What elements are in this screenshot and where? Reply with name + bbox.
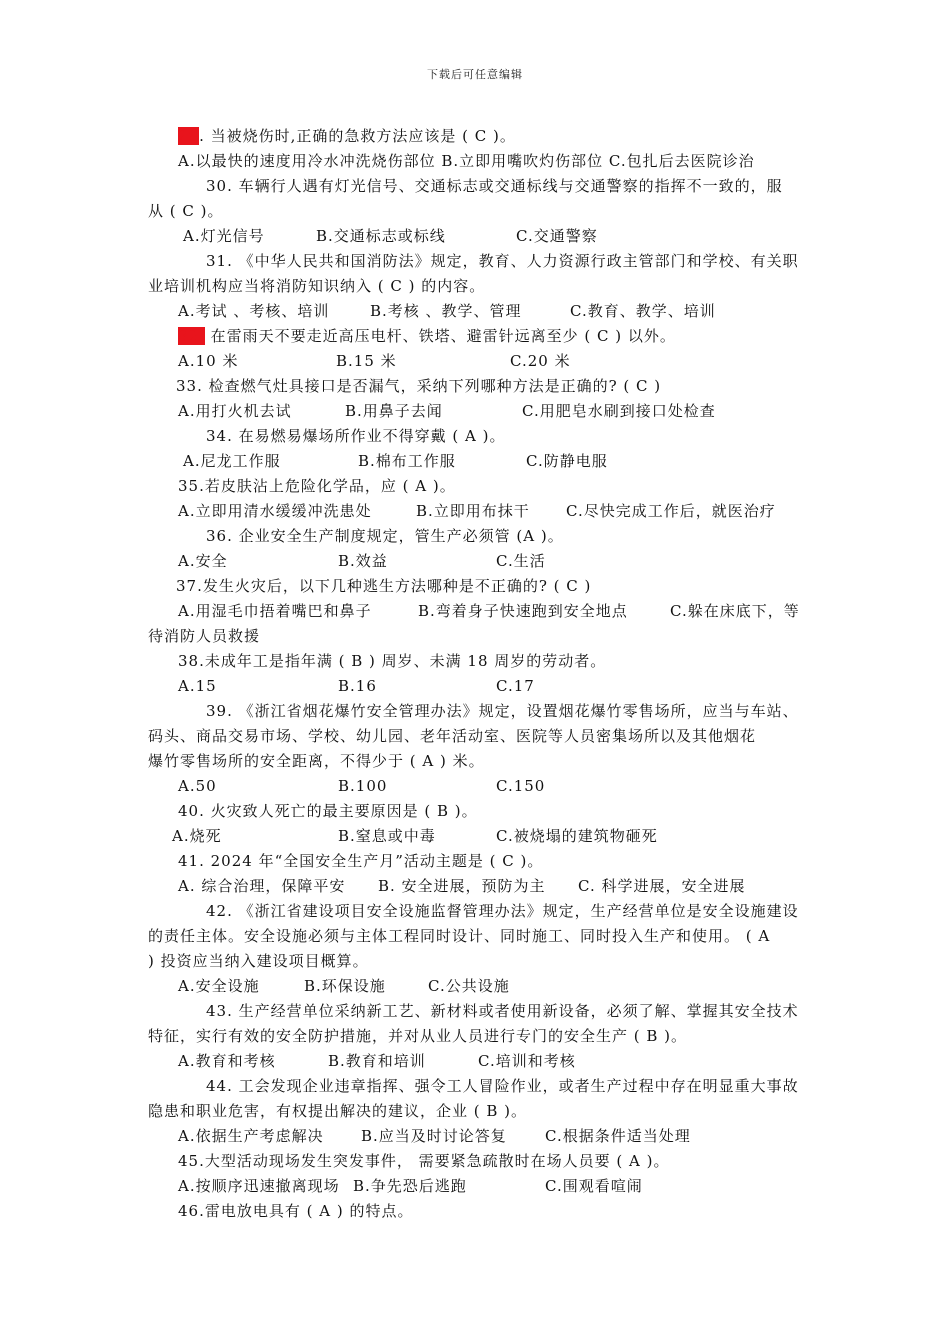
answer-option: C.尽快完成工作后，就医治疗: [566, 502, 776, 520]
question-line: 42. 《浙江省建设项目安全设施监督管理办法》规定，生产经营单位是安全设施建设: [206, 902, 799, 920]
question-line: 36. 企业安全生产制度规定，管生产必须管 (A )。: [206, 527, 564, 545]
question-line: [178, 326, 676, 346]
question-line: 码头、商品交易市场、学校、幼儿园、老年活动室、医院等人员密集场所以及其他烟花: [148, 727, 757, 745]
answer-option: A.教育和考核: [178, 1052, 276, 1070]
answer-option: C.教育、教学、培训: [570, 302, 716, 320]
question-line: 34. 在易燃易爆场所作业不得穿戴 ( A )。: [206, 427, 506, 445]
question-line: 30. 车辆行人遇有灯光信号、交通标志或交通标线与交通警察的指挥不一致的，服: [206, 177, 783, 195]
answer-options: [178, 401, 828, 421]
answer-option: C.公共设施: [428, 977, 510, 995]
answer-option: B.16: [338, 677, 377, 695]
question-line: 39. 《浙江省烟花爆竹安全管理办法》规定，设置烟花爆竹零售场所，应当与车站、: [206, 702, 799, 720]
question-line: 待消防人员救援: [148, 627, 261, 645]
question-text: . 当被烧伤时,正确的急救方法应该是 ( C )。: [199, 127, 516, 145]
answer-option: C.围观看喧闹: [545, 1177, 643, 1195]
answer-option: B.窒息或中毒: [338, 827, 436, 845]
answer-option: A.灯光信号: [183, 227, 265, 245]
answer-option: B.棉布工作服: [358, 452, 456, 470]
answer-options: [178, 501, 828, 521]
answer-option: C.生活: [496, 552, 546, 570]
question-line: 33. 检查燃气灶具接口是否漏气，采纳下列哪种方法是正确的? ( C ): [176, 377, 662, 395]
answer-options: [178, 351, 828, 371]
question-line: 特征，实行有效的安全防护措施，并对从业人员进行专门的安全生产 ( B )。: [148, 1027, 688, 1045]
answer-option: B.15 米: [336, 352, 397, 370]
answer-option: B.用鼻子去闻: [345, 402, 443, 420]
answer-option: A.依据生产考虑解决: [178, 1127, 324, 1145]
answer-option: A.15: [178, 677, 217, 695]
question-line: 43. 生产经营单位采纳新工艺、新材料或者使用新设备，必须了解、掌握其安全技术: [206, 1002, 799, 1020]
answer-option: A.立即用清水缓缓冲洗患处: [178, 502, 372, 520]
answer-option: B.环保设施: [304, 977, 386, 995]
answer-options: [183, 226, 833, 246]
answer-option: C.用肥皂水刷到接口处检查: [522, 402, 716, 420]
answer-option: B.弯着身子快速跑到安全地点: [418, 602, 628, 620]
answer-options: [178, 551, 828, 571]
question-line: 业培训机构应当将消防知识纳入 ( C ) 的内容。: [148, 277, 486, 295]
answer-option: A.安全设施: [178, 977, 260, 995]
answer-options: [178, 876, 828, 896]
answer-options: [178, 976, 828, 996]
answer-option: B.100: [338, 777, 388, 795]
answer-option: A.50: [178, 777, 217, 795]
answer-option: A.用打火机去试: [178, 402, 292, 420]
question-line: 31. 《中华人民共和国消防法》规定，教育、人力资源行政主管部门和学校、有关职: [206, 252, 799, 270]
page-header: 下载后可任意编辑: [427, 68, 523, 81]
question-line: 的责任主体。安全设施必须与主体工程同时设计、同时施工、同时投入生产和使用。 ( A: [148, 927, 771, 945]
answer-option: B.交通标志或标线: [316, 227, 446, 245]
answer-options: [178, 776, 828, 796]
answer-option: B.应当及时讨论答复: [361, 1127, 507, 1145]
answer-option: C.交通警察: [516, 227, 598, 245]
question-line: 44. 工会发现企业违章指挥、强令工人冒险作业，或者生产过程中存在明显重大事故: [206, 1077, 799, 1095]
answer-option: B.立即用布抹干: [416, 502, 530, 520]
answer-option: A.考试 、考核、培训: [178, 302, 330, 320]
question-line: 38.未成年工是指年满 ( B ) 周岁、未满 18 周岁的劳动者。: [178, 652, 607, 670]
question-line: A.以最快的速度用冷水冲洗烧伤部位 B.立即用嘴吹灼伤部位 C.包扎后去医院诊治: [178, 152, 755, 170]
answer-option: C.20 米: [510, 352, 571, 370]
question-line: 41. 2024 年“全国安全生产月”活动主题是 ( C )。: [178, 852, 544, 870]
answer-options: [178, 1176, 828, 1196]
answer-option: B. 安全进展，预防为主: [378, 877, 546, 895]
question-line: 40. 火灾致人死亡的最主要原因是 ( B )。: [178, 802, 478, 820]
answer-options: [178, 1126, 828, 1146]
answer-options: [178, 601, 828, 621]
answer-options: [178, 676, 828, 696]
answer-option: B.教育和培训: [328, 1052, 426, 1070]
answer-option: B.争先恐后逃跑: [353, 1177, 467, 1195]
question-line: 爆竹零售场所的安全距离，不得少于 ( A ) 米。: [148, 752, 485, 770]
answer-option: C.躲在床底下，等: [670, 602, 800, 620]
answer-option: A.烧死: [172, 827, 222, 845]
question-line: [178, 126, 516, 146]
question-line: ) 投资应当纳入建设项目概算。: [148, 952, 369, 970]
answer-options: [178, 1051, 828, 1071]
answer-option: C.被烧塌的建筑物砸死: [496, 827, 658, 845]
question-line: 37.发生火灾后，以下几种逃生方法哪种是不正确的? ( C ): [176, 577, 592, 595]
question-number-highlight: 32.: [178, 327, 205, 345]
answer-option: C.培训和考核: [478, 1052, 576, 1070]
question-line: 35.若皮肤沾上危险化学品，应 ( A )。: [178, 477, 456, 495]
answer-option: B.效益: [338, 552, 388, 570]
question-line: 从 ( C )。: [148, 202, 224, 220]
answer-option: A.尼龙工作服: [183, 452, 281, 470]
answer-option: C.根据条件适当处理: [545, 1127, 691, 1145]
answer-option: C.150: [496, 777, 546, 795]
question-line: 隐患和职业危害，有权提出解决的建议，企业 ( B )。: [148, 1102, 528, 1120]
question-number-highlight: 29: [178, 127, 200, 145]
answer-option: A.用湿毛巾捂着嘴巴和鼻子: [178, 602, 372, 620]
answer-option: C.17: [496, 677, 535, 695]
answer-options: [178, 301, 828, 321]
question-line: 46.雷电放电具有 ( A ) 的特点。: [178, 1202, 414, 1220]
question-line: 45.大型活动现场发生突发事件， 需要紧急疏散时在场人员要 ( A )。: [178, 1152, 670, 1170]
answer-option: A.按顺序迅速撤离现场: [178, 1177, 340, 1195]
answer-options: [172, 826, 822, 846]
answer-option: A. 综合治理，保障平安: [178, 877, 346, 895]
answer-option: C.防静电服: [526, 452, 608, 470]
answer-option: B.考核 、教学、管理: [370, 302, 522, 320]
question-text: 在雷雨天不要走近高压电杆、铁塔、避雷针远离至少 ( C ) 以外。: [204, 327, 676, 345]
answer-options: [183, 451, 833, 471]
answer-option: C. 科学进展，安全进展: [578, 877, 746, 895]
answer-option: A.10 米: [178, 352, 239, 370]
answer-option: A.安全: [178, 552, 228, 570]
